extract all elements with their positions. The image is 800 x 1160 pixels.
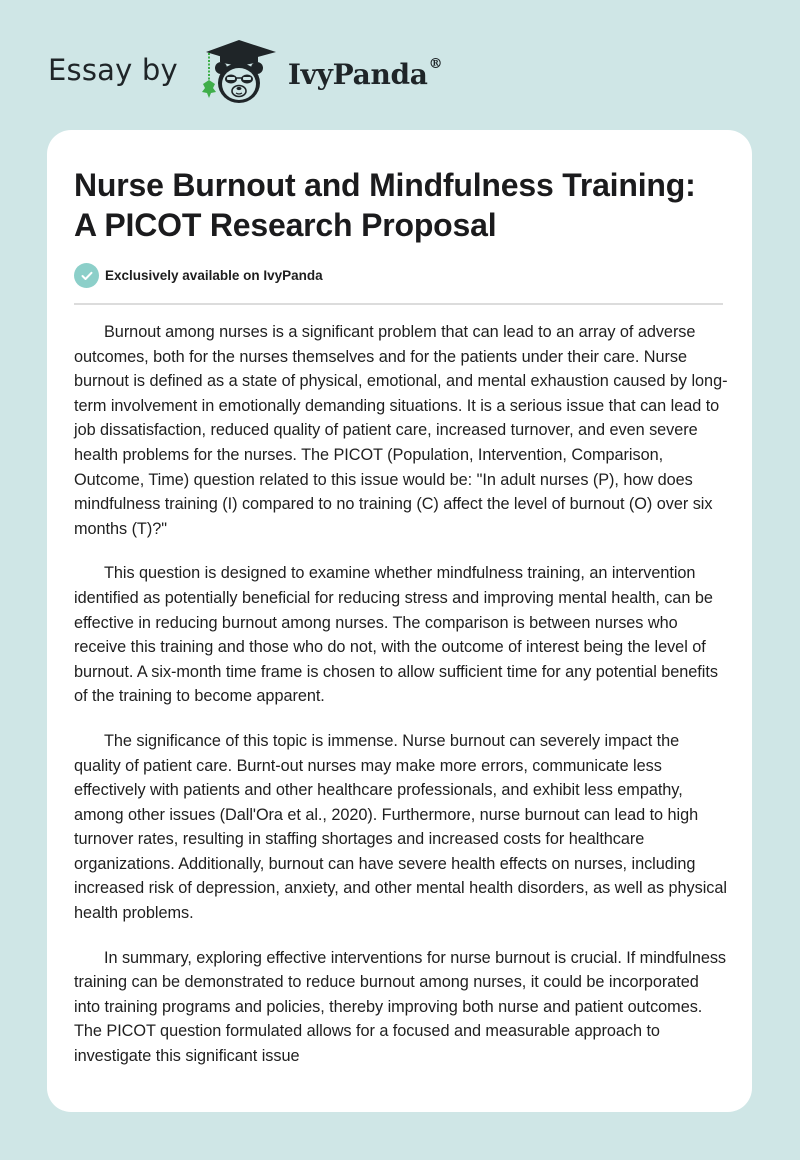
brand-text: IvyPanda [287,57,428,91]
registered-mark: ® [428,55,443,72]
essay-paragraph: Burnout among nurses is a significant problem that can lead to an array of adverse outcomes, both for the nurses themselves and for the patients under their care. Nurse burnout is defined as a state of physical, emotional, and mental exhaustion caused by long-term involvement in emotionally demanding situations. It is a serious issue that can lead to job dissatisfaction, reduced quality of patient care, increased turnover, and even severe health problems for the nurses. The PICOT (Population, Intervention, Comparison, Outcome, Time) question related to this issue would be: "In adult nurses (P), how does mindfulness training (I) compared to no training (C) affect the level of burnout (O) over six months (T)?" [74,323,728,538]
essay-paragraph: The significance of this topic is immense. Nurse burnout can severely impact the quality of patient care. Burnt-out nurses may make more errors, communicate less effectively with patients and other healthcare professionals, and exhibit less empathy, among other issues (Dall'Ora et al., 2020). Furthermore, nurse burnout can lead to high turnover rates, resulting in staffing shortages and increased costs for healthcare organizations. Additionally, burnout can have severe health effects on nurses, including increased risk of depression, anxiety, and other mental health disorders, as well as physical health problems. [74,731,727,923]
essay-paragraph: This question is designed to examine whether mindfulness training, an intervention identified as potentially beneficial for reducing stress and improving mental health, can be effective in reducing burnout among nurses. The comparison is between nurses who receive this training and those who do not, with the outcome of interest being the level of burnout. A six-month time frame is chosen to allow sufficient time for any potential benefits of the training to become apparent. [74,564,718,706]
essay-by-label: Essay by [48,53,178,87]
exclusive-badge-label: Exclusively available on IvyPanda [105,268,323,283]
essay-paragraph: In summary, exploring effective interventions for nurse burnout is crucial. If mindfulness training can be demonstrated to reduce burnout among nurses, it could be incorporated into training programs and policies, thereby improving both nurse and patient outcomes. The PICOT question formulated allows for a focused and measurable approach to investigate this significant issue [74,948,727,1066]
site-header [48,36,442,110]
brand-name[interactable] [287,55,443,91]
essay-title: Nurse Burnout and Mindfulness Training: A PICOT Research Proposal [74,167,696,243]
essay-card [47,130,752,1112]
title-divider [74,303,723,305]
check-circle-icon [74,263,99,288]
exclusive-badge [74,263,323,288]
panda-logo-icon[interactable] [196,38,282,108]
essay-body [74,320,728,1089]
